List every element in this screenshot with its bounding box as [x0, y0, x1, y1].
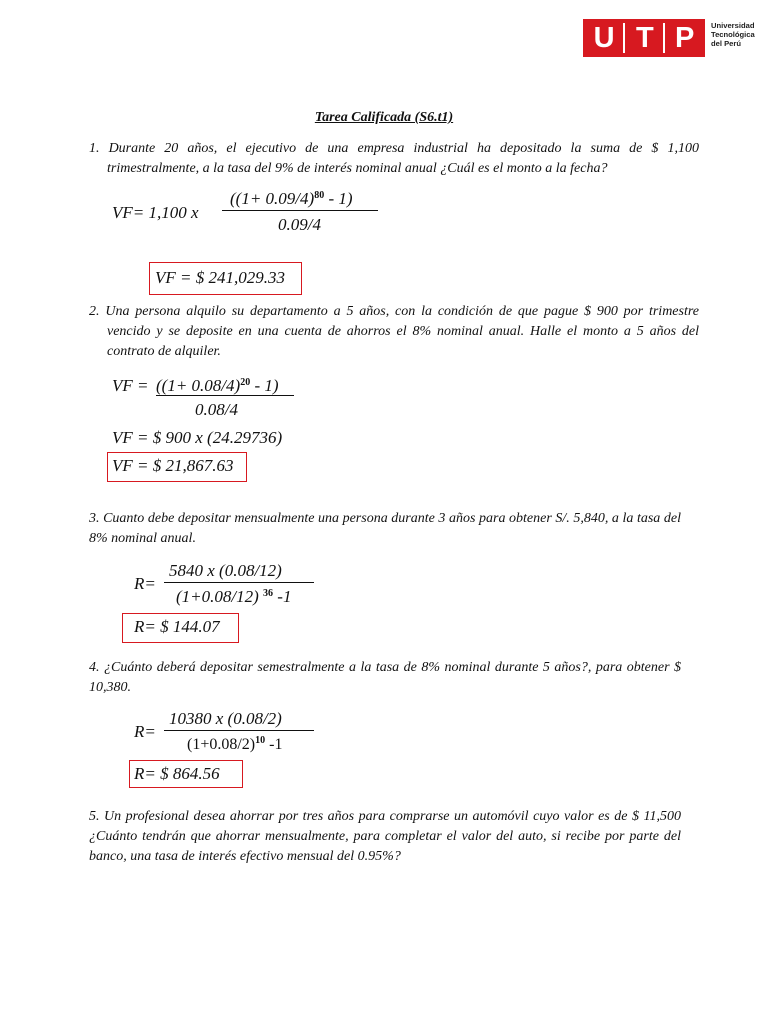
q4-formula-numerator: 10380 x (0.08/2)	[169, 709, 282, 728]
question-4-text: 4. ¿Cuánto deberá depositar semestralmente a la tasa de 8% nominal durante 5 años?, para obtener $ 10,380.	[89, 660, 681, 695]
question-3-text: 3. Cuanto debe depositar mensualmente una persona durante 3 años para obtener S/. 5,840, a la tasa del 8% nominal anual.	[89, 511, 681, 546]
q4-answer: R= $ 864.56	[134, 764, 220, 783]
logo-separator	[663, 23, 665, 53]
question-5-text: 5. Un profesional desea ahorrar por tres años para comprarse un automóvil cuyo valor es de $ 11,500 ¿Cuánto tendrán que ahorrar mensualmente, para completar el valor del auto, si recibe por parte del banco, una tasa de interés efectivo mensual del 0.95%?	[89, 809, 681, 864]
q1-answer: VF = $ 241,029.33	[155, 268, 285, 287]
q3-formula-denominator: (1+0.08/12) $^{36}$ -1	[176, 587, 292, 606]
university-name: Universidad Tecnológica del Perú	[711, 21, 755, 48]
q3-fraction-bar	[164, 582, 314, 583]
logo-letter-u: U	[593, 22, 615, 54]
q2-fraction-bar	[156, 395, 294, 396]
q4-formula-lhs: R=	[134, 722, 156, 741]
q2-formula-numerator: $((1+ 0.08/4)^{20} - 1)$	[156, 376, 279, 395]
page-title: Tarea Calificada (S6.t1)	[314, 110, 454, 125]
q2-answer: VF = $ 21,867.63	[112, 456, 234, 475]
question-2-text: 2. Una persona alquilo su departamento a 5 años, con la condición de que pague $ 900 por trimestre vencido y se deposite en una cuenta de ahorros el 8% nominal anual. Halle el monto a 5 años del contrato de alquiler.	[89, 304, 699, 359]
q3-answer: R= $ 144.07	[134, 617, 220, 636]
question-1-text: 1. Durante 20 años, el ejecutivo de una empresa industrial ha depositado la suma de $ 1,100 trimestralmente, a la tasa del 9% de interés nominal anual ¿Cuál es el monto a la fecha?	[89, 141, 699, 176]
q1-fraction-bar	[222, 210, 378, 211]
logo-separator	[623, 23, 625, 53]
q4-formula-denominator: $(1+0.08/2)^{10}$ -1	[187, 735, 283, 753]
logo-letter-t: T	[635, 22, 654, 54]
q2-formula-lhs: VF =	[112, 376, 149, 395]
q3-formula-lhs: R=	[134, 574, 156, 593]
q1-formula-numerator: $((1+ 0.09/4)^{80} - 1)$	[230, 189, 353, 208]
logo-letter-p: P	[674, 22, 695, 54]
q1-formula-lhs: VF= 1,100 x	[112, 203, 199, 222]
q3-formula-numerator: 5840 x (0.08/12)	[169, 561, 282, 580]
q2-formula-denominator: 0.08/4	[195, 400, 238, 419]
q2-formula-line3: VF = $ 900 x (24.29736)	[112, 428, 283, 447]
utp-logo	[583, 19, 705, 57]
q4-fraction-bar	[164, 730, 314, 731]
q1-formula-denominator: 0.09/4	[278, 215, 321, 234]
